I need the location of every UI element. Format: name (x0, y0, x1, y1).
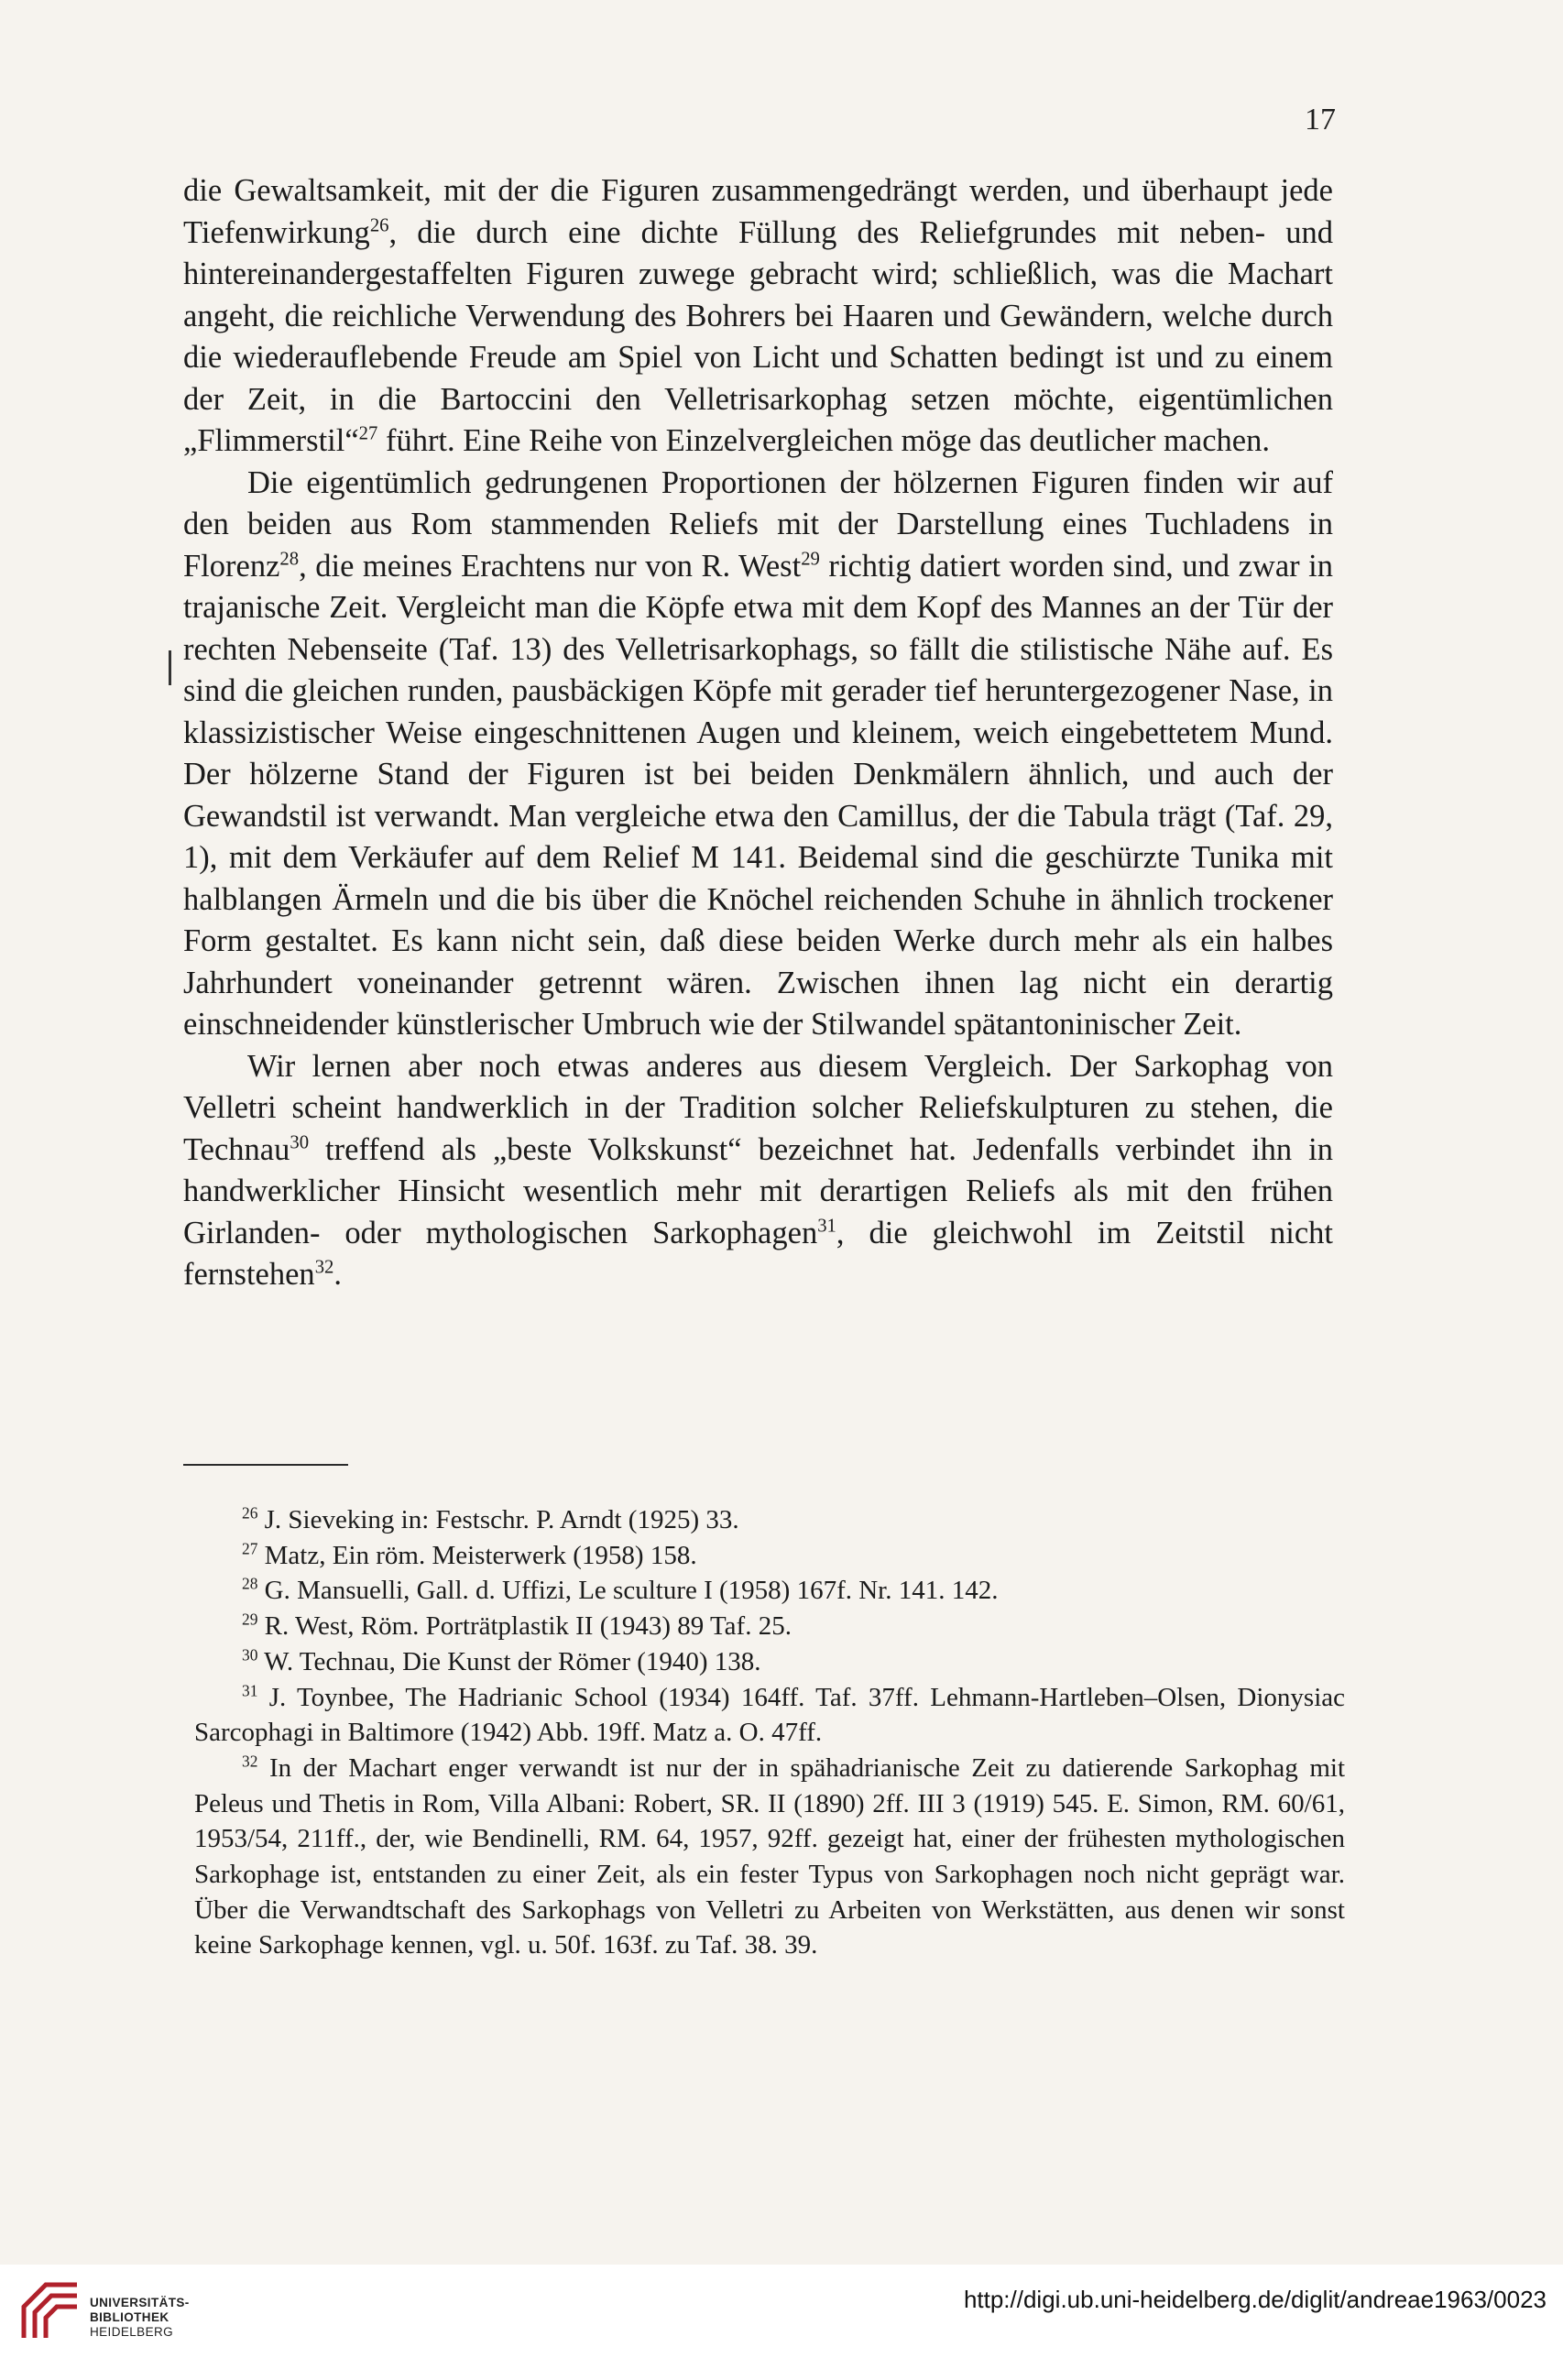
paragraph-2-text-b: , die meines Erachtens nur von R. West (299, 548, 802, 584)
footnote-number: 32 (242, 1752, 258, 1771)
footnote-ref-28[interactable]: 28 (279, 549, 300, 570)
paragraph-3-text-a: Wir lernen aber noch etwas anderes aus diesem Vergleich. Der Sarkophag von Velletri scheint handwerklich in der Tradition solcher Reliefskulpturen zu stehen, die Technau (183, 1048, 1333, 1167)
footnote-26 (194, 1502, 1345, 1538)
paragraph-3 (183, 1046, 1333, 1296)
paragraph-2-text-a: Die eigentümlich gedrungenen Proportionen der hölzernen Figuren finden wir auf den beiden aus Rom stammenden Reliefs mit der Darstellung eines Tuchladens in Florenz (183, 464, 1333, 584)
logo-glyph (24, 2285, 77, 2338)
footnote-number: 27 (242, 1539, 258, 1558)
paragraph-1-text-a: die Gewaltsamkeit, mit der die Figuren zusammengedrängt werden, und überhaupt jede Tiefenwirkung (183, 173, 1333, 250)
footnote-ref-30[interactable]: 30 (290, 1132, 310, 1153)
paragraph-3-text-d: . (333, 1257, 342, 1292)
footnote-text: J. Toynbee, The Hadrianic School (1934) 164ff. Taf. 37ff. Lehmann-Hartleben–Olsen, Dionysiac Sarcophagi in Baltimore (1942) Abb. 19ff. Matz a. O. 47ff. (194, 1682, 1346, 1748)
viewer-footer (0, 2265, 1563, 2380)
library-name-line-2: BIBLIOTHEK (90, 2310, 169, 2324)
footnote-text: J. Sieveking in: Festschr. P. Arndt (1925) 33. (264, 1505, 739, 1534)
library-name-line-1: UNIVERSITÄTS- (90, 2296, 190, 2309)
paragraph-3-text-c: , die gleichwohl im Zeitstil nicht fernstehen (183, 1215, 1334, 1292)
paragraph-1-text-c: führt. Eine Reihe von Einzelvergleichen möge das deutlicher machen. (377, 423, 1270, 458)
paragraph-1 (183, 170, 1333, 463)
footnote-31 (194, 1680, 1345, 1751)
page-number: 17 (1305, 103, 1336, 136)
footnote-30 (194, 1644, 1345, 1680)
source-url-link[interactable]: http://digi.ub.uni-heidelberg.de/diglit/andreae1963/0023 (963, 2286, 1547, 2313)
footnote-text: In der Machart enger verwandt ist nur der in spähadrianische Zeit zu datierende Sarkophag mit Peleus und Thetis in Rom, Villa Albani: Robert, SR. II (1890) 2ff. III 3 (1919) 545. E. Simon, RM. 60/61, 1953/54, 211ff., der, wie Bendinelli, RM. 64, 1957, 92ff. gezeigt hat, einer der frühesten mythologischen Sarkophage ist, entstanden zu einer Zeit, als ein fester Typus von Sarkophagen noch nicht geprägt war. Über die Verwandtschaft des Sarkophags von Velletri zu Arbeiten von Werkstätten, aus denen wir sonst keine Sarkophage kennen, vgl. u. 50f. 163f. zu Taf. 38. 39. (194, 1752, 1345, 1960)
body-text (183, 170, 1333, 1296)
footnote-28 (194, 1573, 1345, 1609)
footnote-29 (194, 1609, 1345, 1644)
footnote-number: 31 (242, 1681, 258, 1700)
footnotes (194, 1502, 1345, 1963)
logo-stroke-middle (35, 2296, 77, 2338)
footnote-number: 28 (242, 1574, 258, 1593)
paragraph-2-text-c: richtig datiert worden sind, und zwar in trajanische Zeit. Vergleicht man die Köpfe etwa mit dem Kopf des Mannes an der Tür der rechten Nebenseite (Taf. 13) des Velletrisarkophags, so fällt die stilistische Nähe auf. Es sind die gleichen runden, pausbäckigen Köpfe mit gerader tief heruntergezogener Nase, in klassizistischer Weise eingeschnittenen Augen und kleinem, weich eingebettetem Mund. Der hölzerne Stand der Figuren ist bei beiden Denkmälern ähnlich, und auch der Gewandstil ist verwandt. Man vergleiche etwa den Camillus, der die Tabula trägt (Taf. 29, 1), mit dem Verkäufer auf dem Relief M 141. Beidemal sind die geschürzte Tunika mit halblangen Ärmeln und die bis über die Knöchel reichenden Schuhe in ähnlich trockener Form gestaltet. Es kann nicht sein, daß diese beiden Werke durch mehr als ein halbes Jahrhundert voneinander getrennt wären. Zwischen ihnen lag nicht ein derartig einschneidender künstlerischer Umbruch wie der Stilwandel spätantoninischer Zeit. (183, 548, 1333, 1042)
paragraph-2 (183, 463, 1333, 1046)
footnote-text: G. Mansuelli, Gall. d. Uffizi, Le sculture I (1958) 167f. Nr. 141. 142. (264, 1576, 999, 1606)
paragraph-1-text-b: , die durch eine dichte Füllung des Reliefgrundes mit neben- und hintereinandergestaffelten Figuren zuwege gebracht wird; schließlich, was die Machart angeht, die reichliche Verwendung des Bohrers bei Haaren und Gewändern, welche durch die wiederauflebende Freude am Spiel von Licht und Schatten bedingt ist und zu einem der Zeit, in die Bartoccini den Velletrisarkophag setzen möchte, eigentümlichen „Flimmerstil“ (183, 214, 1333, 458)
library-name-line-3: HEIDELBERG (90, 2325, 174, 2339)
footnote-text: W. Technau, Die Kunst der Römer (1940) 138. (264, 1646, 761, 1676)
paragraph-3-text-b: treffend als „beste Volkskunst“ bezeichnet hat. Jedenfalls verbindet ihn in handwerklicher Hinsicht wesentlich mehr mit derartigen Reliefs als mit den frühen Girlanden- oder mythologischen Sarkophagen (183, 1131, 1333, 1250)
footnote-number: 30 (242, 1645, 258, 1665)
footnote-text: R. West, Röm. Porträtplastik II (1943) 89 Taf. 25. (264, 1611, 792, 1642)
footnote-text: Matz, Ein röm. Meisterwerk (1958) 158. (264, 1540, 697, 1570)
footnote-32 (194, 1751, 1345, 1963)
footnote-ref-29[interactable]: 29 (801, 549, 820, 570)
footnote-number: 26 (242, 1503, 258, 1523)
library-logo-icon[interactable] (18, 2279, 82, 2343)
footnote-ref-26[interactable]: 26 (369, 215, 389, 236)
footnote-ref-27[interactable]: 27 (358, 423, 378, 444)
footnote-ref-32[interactable]: 32 (314, 1257, 334, 1278)
margin-mark (169, 650, 171, 685)
footnote-27 (194, 1538, 1345, 1574)
logo-stroke-inner (46, 2307, 77, 2338)
footnote-divider (183, 1464, 348, 1466)
library-name[interactable] (90, 2296, 190, 2340)
footnote-ref-31[interactable]: 31 (817, 1216, 836, 1237)
footnote-number: 29 (242, 1610, 258, 1629)
